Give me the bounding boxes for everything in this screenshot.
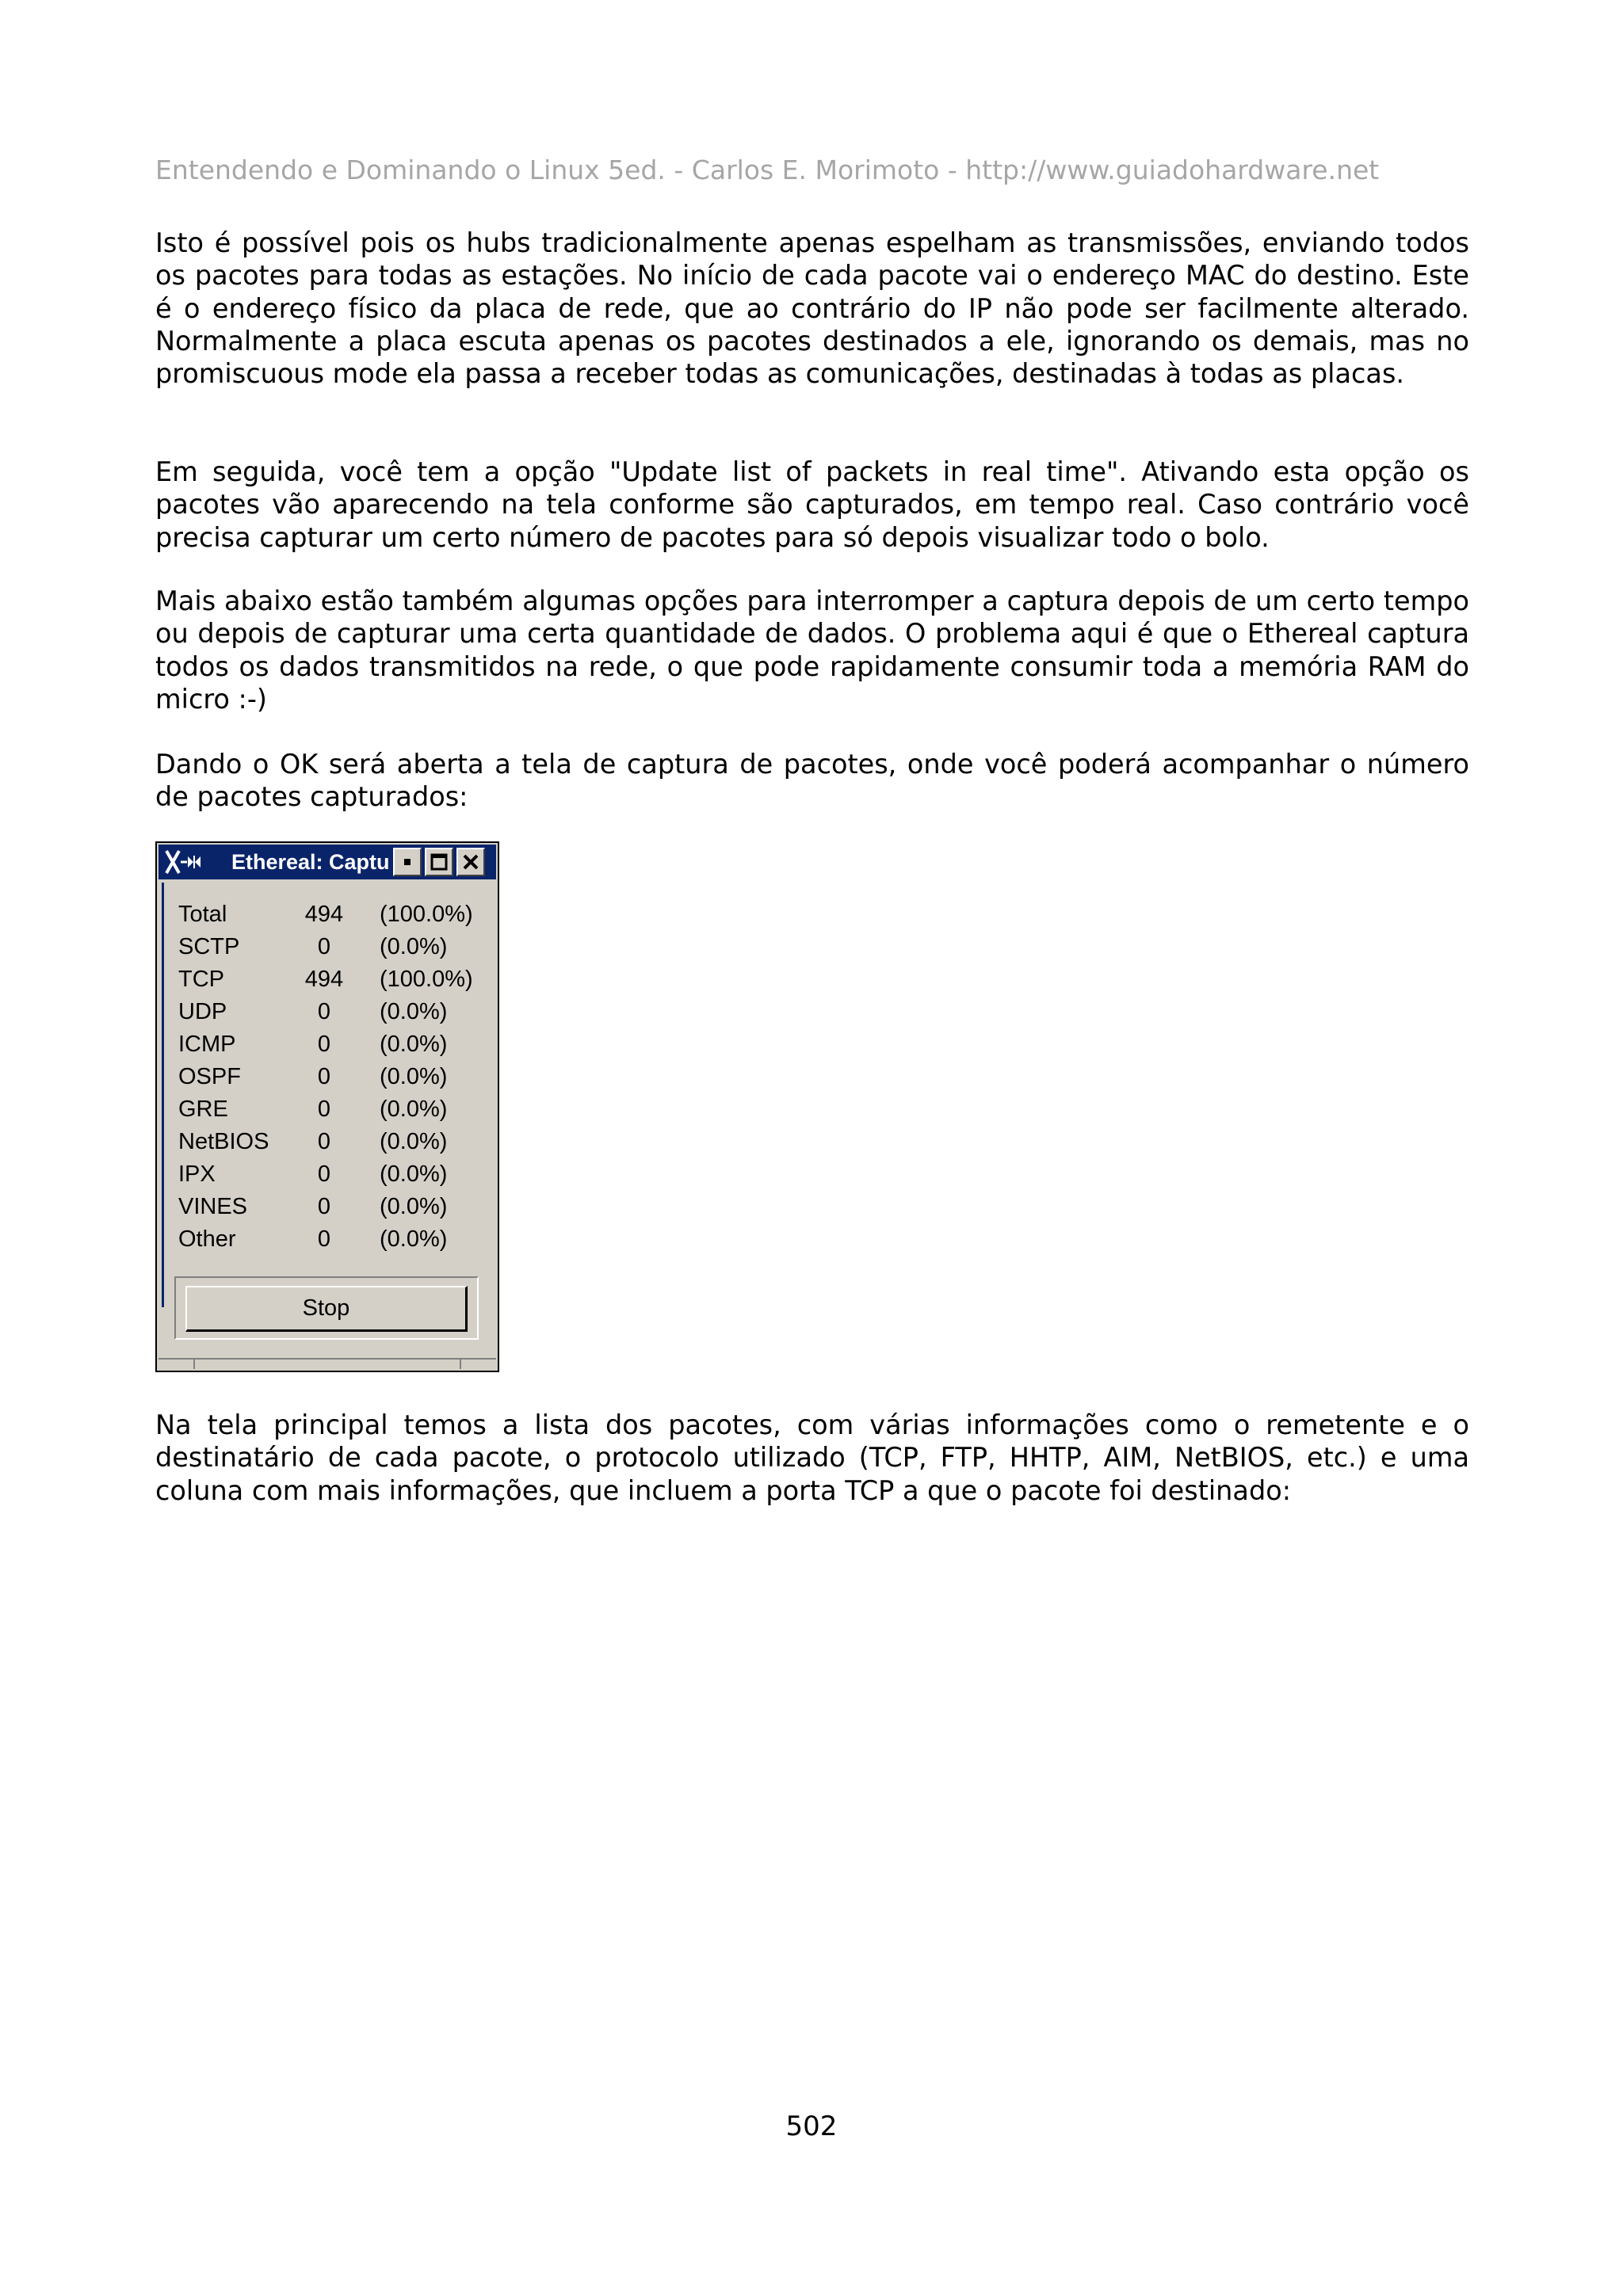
packet-percent: (0.0%) [380,1097,448,1122]
packet-count: 0 [317,999,331,1024]
packet-count: 494 [304,967,344,992]
maximize-button[interactable] [425,848,453,876]
packet-count: 0 [317,1161,331,1187]
resize-grip-left[interactable] [193,1360,195,1369]
packet-percent: (0.0%) [380,1161,448,1187]
packet-percent: (0.0%) [380,1032,448,1057]
paragraph-main-screen: Na tela principal temos a lista dos pacotes, com várias informações como o remetente e o destinatário de cada pacote, o protocolo utilizado (TCP, FTP, HHTP, AIM, NetBIOS, etc.) e uma coluna com mais informações, que incluem a porta TCP a que o pacote foi destinado: [155,1409,1469,1506]
protocol-name: UDP [178,999,227,1024]
packet-count: 0 [317,1032,331,1057]
resize-grip-right[interactable] [460,1360,461,1369]
packet-percent: (0.0%) [380,1226,448,1252]
packet-count: 0 [317,1226,331,1252]
ethereal-capture-window [155,841,499,1372]
window-title-bar[interactable] [158,845,496,879]
packet-count: 494 [304,902,344,927]
packet-count: 0 [317,934,331,959]
packet-percent: (0.0%) [380,934,448,959]
window-title: Ethereal: Captu [231,850,390,874]
protocol-name: Total [178,902,227,927]
packet-count: 0 [317,1129,331,1154]
window-menu-icon[interactable] [163,848,204,876]
protocol-name: OSPF [178,1064,241,1089]
packet-count: 0 [317,1194,331,1219]
protocol-name: ICMP [178,1032,236,1057]
paragraph-capture-limits: Mais abaixo estão também algumas opções para interromper a captura depois de um certo tempo ou depois de capturar uma certa quantidade de dados. O problema aqui é que o Ethereal captura todos os dados transmitidos na rede, o que pode rapidamente consumir toda a memória RAM do micro :-) [155,585,1469,715]
stop-button[interactable]: Stop [185,1286,468,1332]
close-icon [458,849,483,875]
packet-count: 0 [317,1097,331,1122]
packet-percent: (0.0%) [380,1194,448,1219]
packet-count: 0 [317,1064,331,1089]
paragraph-capture-screen: Dando o OK será aberta a tela de captura de pacotes, onde você poderá acompanhar o número de pacotes capturados: [155,749,1469,813]
minimize-icon [395,849,420,875]
stop-button-frame [174,1276,479,1340]
page-number: 502 [785,2111,838,2142]
protocol-stats-panel [162,883,493,1307]
running-header: Entendendo e Dominando o Linux 5ed. - Carlos E. Morimoto - http://www.guiadohardware.net [155,154,1380,185]
maximize-icon [426,849,452,875]
packet-percent: (100.0%) [380,902,473,927]
packet-percent: (100.0%) [380,967,473,992]
paragraph-hubs: Isto é possível pois os hubs tradicionalmente apenas espelham as transmissões, enviando todos os pacotes para todas as estações. No início de cada pacote vai o endereço MAC do destino. Este é o endereço físico da placa de rede, que ao contrário do IP não pode ser facilmente alterado. Normalmente a placa escuta apenas os pacotes destinados a ele, ignorando os demais, mas no promiscuous mode ela passa a receber todas as comunicações, destinadas à todas as placas. [155,227,1469,390]
protocol-name: SCTP [178,934,240,959]
minimize-button[interactable] [393,848,422,876]
packet-percent: (0.0%) [380,999,448,1024]
protocol-name: VINES [178,1194,248,1219]
protocol-name: Other [178,1226,236,1252]
protocol-name: TCP [178,967,224,992]
protocol-name: IPX [178,1161,216,1187]
protocol-name: GRE [178,1097,228,1122]
paragraph-update-list: Em seguida, você tem a opção "Update list of packets in real time". Ativando esta opção os pacotes vão aparecendo na tela conforme são capturados, em tempo real. Caso contrário você precisa capturar um certo número de pacotes para só depois visualizar todo o bolo. [155,456,1469,553]
packet-percent: (0.0%) [380,1064,448,1089]
window-bottom-border[interactable] [158,1358,496,1369]
packet-percent: (0.0%) [380,1129,448,1154]
close-button[interactable] [456,848,485,876]
protocol-name: NetBIOS [178,1129,269,1154]
